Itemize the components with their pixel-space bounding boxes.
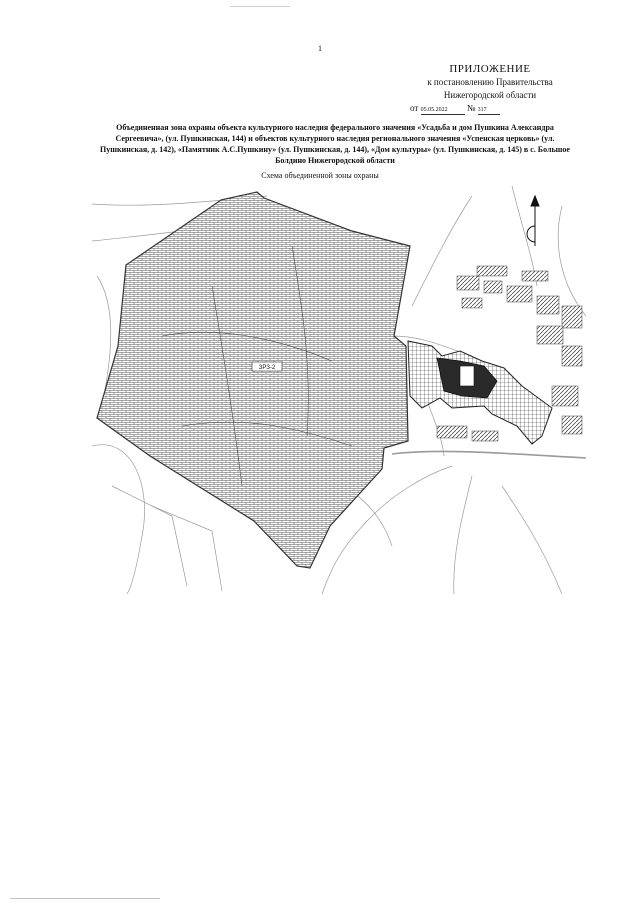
appendix-line-1: к постановлению Правительства (427, 77, 553, 87)
appendix-date-number (360, 102, 620, 115)
scan-dash-bottom (10, 898, 160, 899)
from-label: от (410, 103, 419, 113)
protection-zone-map (92, 186, 586, 594)
document-heading: Объединенная зона охраны объекта культурного наследия федерального значения «Усадьба и дом Пушкина Александра Сергеевича», (ул. Пушкинская, 144) и объектов культурного наследия регионального значения «Успенская церковь» (ул. Пушкинская, д. 142), «Памятник А.С.Пушкину» (ул. Пушкинская, д. 144), «Дом культуры» (ул. Пушкинская, д. 145) в с. Большое Болдино Нижегородской области (100, 123, 570, 165)
zone-label: ЗРЗ-2 (258, 365, 276, 371)
north-arrow-icon (527, 196, 539, 246)
appendix-line-2: Нижегородской области (443, 90, 537, 100)
number-label: № (466, 103, 476, 113)
page-number: 1 (318, 44, 322, 53)
appendix-block (360, 63, 620, 115)
decree-date: 05.05.2022 (421, 107, 465, 115)
scheme-title: Схема объединенной зоны охраны (261, 171, 379, 180)
decree-number: 317 (478, 107, 500, 115)
zone-polygon (97, 192, 410, 568)
scan-dash-top (230, 6, 290, 7)
appendix-title: ПРИЛОЖЕНИЕ (449, 63, 531, 75)
estate-building (460, 366, 474, 386)
